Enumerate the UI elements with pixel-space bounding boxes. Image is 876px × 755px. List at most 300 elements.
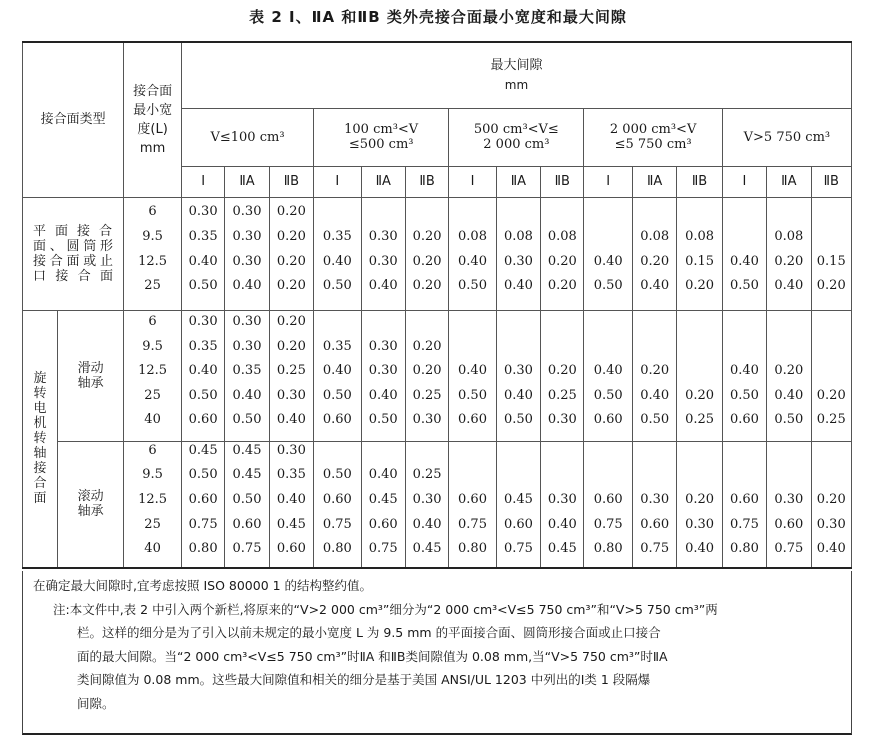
gap-value: 0.30 (368, 363, 398, 379)
gap-value: 0.40 (503, 278, 533, 294)
gap-value (723, 314, 766, 339)
gap-cell (677, 441, 722, 568)
gap-value: 0.60 (322, 412, 352, 428)
gap-cell (722, 441, 766, 568)
gap-value: 0.25 (685, 412, 715, 428)
gap-value (723, 339, 766, 364)
gap-cell (405, 310, 448, 441)
gap-cell (584, 441, 633, 568)
gap-value: 0.60 (458, 412, 487, 428)
gap-value: 0.25 (816, 412, 846, 428)
gap-value: 0.50 (368, 412, 398, 428)
gap-value: 0.60 (503, 516, 533, 532)
gap-cell (541, 310, 584, 441)
gap-value: 0.20 (685, 278, 715, 294)
header-max-gap-unit: mm (504, 78, 529, 93)
gap-value: 0.45 (412, 541, 442, 557)
gap-value: 0.60 (232, 516, 262, 532)
gap-cell (584, 310, 633, 441)
bearing-type-label (58, 441, 124, 568)
gap-cell (632, 197, 676, 310)
gap-cell (632, 310, 676, 441)
gap-value: 0.20 (276, 228, 306, 244)
gap-value: 0.50 (593, 387, 623, 403)
gap-value: 0.50 (322, 387, 352, 403)
gap-value (362, 314, 405, 339)
gap-value: 0.50 (774, 412, 804, 428)
header-volume-range (314, 108, 449, 166)
gap-value (541, 467, 583, 492)
gap-value (497, 204, 540, 229)
gap-cell (677, 197, 722, 310)
gap-value: 0.45 (232, 442, 262, 458)
gap-value: 0.75 (322, 516, 352, 532)
joint-type-line: 口接合面 (33, 268, 115, 284)
header-volume-range (181, 108, 313, 166)
gap-value (677, 363, 721, 388)
gap-value: 0.75 (593, 516, 623, 532)
gap-value: 0.50 (322, 467, 352, 483)
min-width-value: 6 (148, 204, 157, 220)
note-line: 面的最大间隙。当“2 000 cm³<V≤5 750 cm³”时ⅡA 和ⅡB类间隙值为 0.08 mm,当“V>5 750 cm³”时ⅡA (77, 648, 668, 664)
gap-cell (449, 197, 496, 310)
gap-cell (405, 197, 448, 310)
bearing-type-label (58, 310, 124, 441)
gap-value (812, 467, 851, 492)
gap-value (812, 443, 851, 468)
gap-value: 0.50 (640, 412, 670, 428)
gap-value (497, 467, 540, 492)
gap-cell (541, 197, 584, 310)
gap-value: 0.80 (322, 541, 352, 557)
table-row (23, 197, 852, 310)
gap-cell (449, 310, 496, 441)
gap-value (767, 314, 810, 339)
gap-cell (496, 441, 540, 568)
gap-value: 0.20 (276, 204, 306, 220)
gap-value: 0.50 (593, 278, 623, 294)
gap-value: 0.20 (412, 363, 442, 379)
gap-cell (811, 441, 851, 568)
gap-value: 0.40 (276, 412, 306, 428)
min-width-value: 40 (144, 412, 161, 428)
min-width-value: 25 (144, 387, 161, 403)
gap-cell (314, 310, 361, 441)
gap-cell (181, 310, 224, 441)
gap-value: 0.30 (232, 228, 262, 244)
gap-cell (269, 197, 313, 310)
gap-value (723, 443, 766, 468)
gap-cell (361, 441, 405, 568)
gap-value: 0.30 (276, 387, 306, 403)
gap-value: 0.40 (322, 253, 352, 269)
table-title: 表 2 Ⅰ、ⅡA 和ⅡB 类外壳接合面最小宽度和最大间隙 (249, 8, 627, 26)
gap-value: 0.40 (368, 278, 398, 294)
gap-value: 0.80 (188, 541, 218, 557)
bearing-type-line: 滚动 (77, 489, 104, 505)
gap-value: 0.60 (593, 491, 623, 507)
gap-value: 0.30 (503, 253, 533, 269)
gap-value (677, 467, 721, 492)
gap-value (406, 314, 448, 339)
gap-value: 0.40 (593, 253, 623, 269)
gap-value: 0.60 (368, 516, 398, 532)
gap-value: 0.40 (232, 278, 262, 294)
gap-value: 0.50 (503, 412, 533, 428)
gap-value: 0.60 (729, 491, 759, 507)
min-width-value: 6 (148, 314, 157, 330)
min-width-value: 40 (144, 541, 161, 557)
gap-value: 0.45 (276, 516, 306, 532)
gap-cell (225, 310, 269, 441)
gap-value: 0.30 (232, 338, 262, 354)
gap-value: 0.08 (685, 228, 715, 244)
gap-value: 0.50 (188, 467, 218, 483)
gap-value (812, 204, 851, 229)
gap-value (767, 204, 810, 229)
gap-value: 0.50 (232, 412, 262, 428)
gap-value: 0.50 (232, 491, 262, 507)
joint-type-line: 平面接合 (33, 223, 122, 239)
gap-value: 0.08 (458, 228, 487, 244)
header-volume-range (449, 108, 584, 166)
header-joint-type: 接合面类型 (23, 42, 124, 197)
gap-value (541, 443, 583, 468)
gap-value: 0.08 (774, 228, 804, 244)
gap-value: 0.20 (547, 253, 577, 269)
gap-value (677, 204, 721, 229)
gap-value: 0.20 (640, 253, 670, 269)
gap-value (362, 204, 405, 229)
gap-value: 0.20 (276, 338, 306, 354)
gap-value (449, 314, 495, 339)
footer-remark: 在确定最大间隙时,宜考虑按照 ISO 80000 1 的结构整约值。 (33, 578, 373, 593)
header-group: ⅡA (767, 166, 811, 197)
footer-note (23, 598, 851, 716)
clearance-table (22, 41, 852, 569)
table-row (23, 310, 852, 441)
min-width-value: 12.5 (138, 363, 168, 379)
gap-value (449, 443, 495, 468)
gap-value: 0.25 (276, 363, 306, 379)
gap-value: 0.50 (322, 278, 352, 294)
min-width-value: 6 (148, 442, 157, 458)
gap-cell (496, 310, 540, 441)
bearing-type-line: 轴承 (77, 504, 104, 520)
gap-cell (361, 197, 405, 310)
gap-value: 0.45 (232, 467, 262, 483)
gap-value: 0.60 (188, 412, 218, 428)
gap-value: 0.20 (412, 253, 442, 269)
gap-value (633, 314, 676, 339)
gap-value: 0.30 (368, 253, 398, 269)
volume-range-line: V>5 750 cm³ (743, 129, 831, 145)
gap-value (406, 204, 448, 229)
header-group: ⅡA (496, 166, 540, 197)
gap-value: 0.60 (458, 491, 487, 507)
note-line: 注:本文件中,表 2 中引入两个新栏,将原来的“V>2 000 cm³”细分为“2 000 cm³<V≤5 750 cm³”和“V>5 750 cm³”两 (53, 601, 718, 617)
gap-value: 0.40 (729, 253, 759, 269)
gap-value: 0.35 (232, 363, 262, 379)
gap-value: 0.30 (640, 491, 670, 507)
gap-value (633, 204, 676, 229)
gap-value: 0.45 (503, 491, 533, 507)
gap-value: 0.20 (685, 491, 715, 507)
gap-value: 0.20 (816, 278, 846, 294)
gap-cell (767, 441, 811, 568)
gap-value: 0.20 (276, 253, 306, 269)
gap-value (812, 339, 851, 364)
header-width-line: 接合面 (133, 83, 173, 99)
gap-value: 0.30 (232, 314, 262, 330)
gap-value: 0.75 (640, 541, 670, 557)
gap-cell (449, 441, 496, 568)
gap-value: 0.40 (774, 387, 804, 403)
gap-value: 0.25 (547, 387, 577, 403)
gap-cell (314, 441, 361, 568)
gap-value (314, 314, 360, 339)
gap-value (449, 339, 495, 364)
gap-value: 0.35 (188, 228, 218, 244)
gap-value (541, 204, 583, 229)
gap-value: 0.60 (640, 516, 670, 532)
header-group: ⅡA (225, 166, 269, 197)
gap-value: 0.40 (188, 363, 218, 379)
gap-value: 0.30 (503, 363, 533, 379)
header-group: ⅡA (632, 166, 676, 197)
gap-value: 0.40 (816, 541, 846, 557)
joint-type-label (23, 197, 124, 310)
volume-range-line: V≤100 cm³ (210, 129, 285, 145)
gap-value: 0.20 (816, 387, 846, 403)
gap-value: 0.20 (640, 363, 670, 379)
joint-type-line: 面、圆筒形 (33, 238, 115, 254)
gap-value (723, 229, 766, 254)
gap-value (584, 229, 632, 254)
gap-value: 0.75 (774, 541, 804, 557)
header-max-gap (181, 42, 851, 108)
header-group: ⅡA (361, 166, 405, 197)
header-volume-range (584, 108, 722, 166)
gap-cell (541, 441, 584, 568)
gap-value: 0.20 (685, 387, 715, 403)
header-width-line: 最小宽 (133, 102, 173, 118)
header-width-line: mm (139, 140, 166, 156)
min-width-value: 25 (144, 278, 161, 294)
gap-cell (584, 197, 633, 310)
gap-value: 0.20 (412, 228, 442, 244)
header-volume-range (722, 108, 851, 166)
gap-value: 0.30 (412, 412, 442, 428)
gap-value: 0.20 (276, 278, 306, 294)
gap-value (362, 443, 405, 468)
gap-cell (677, 310, 722, 441)
gap-value: 0.25 (412, 467, 442, 483)
gap-cell (181, 441, 224, 568)
note-line: 栏。这样的细分是为了引入以前未规定的最小宽度 L 为 9.5 mm 的平面接合面、圆筒形接合面或止口接合 (77, 625, 661, 640)
gap-value: 0.08 (503, 228, 533, 244)
header-group: ⅡB (677, 166, 722, 197)
gap-value: 0.30 (232, 253, 262, 269)
gap-value: 0.45 (188, 442, 218, 458)
gap-value (406, 443, 448, 468)
gap-value: 0.35 (276, 467, 306, 483)
gap-value (584, 314, 632, 339)
header-max-gap-label: 最大间隙 (490, 58, 543, 74)
gap-value: 0.60 (729, 412, 759, 428)
gap-cell (496, 197, 540, 310)
gap-value: 0.30 (368, 228, 398, 244)
gap-value: 0.80 (593, 541, 623, 557)
gap-value: 0.08 (547, 228, 577, 244)
gap-value (812, 363, 851, 388)
gap-cell (632, 441, 676, 568)
bearing-type-line: 滑动 (77, 360, 104, 376)
gap-value: 0.40 (503, 387, 533, 403)
gap-value: 0.75 (458, 516, 487, 532)
gap-value: 0.20 (412, 338, 442, 354)
gap-cell (767, 197, 811, 310)
min-width-value: 12.5 (138, 253, 168, 269)
gap-value: 0.30 (276, 442, 306, 458)
gap-value: 0.50 (458, 278, 487, 294)
gap-value: 0.40 (458, 253, 487, 269)
joint-type-line: 接合面或止 (33, 253, 115, 269)
gap-value: 0.80 (729, 541, 759, 557)
gap-value: 0.20 (774, 363, 804, 379)
gap-value: 0.15 (816, 253, 846, 269)
table-footer (22, 571, 852, 735)
gap-cell (181, 197, 224, 310)
gap-value: 0.20 (547, 278, 577, 294)
gap-value: 0.75 (729, 516, 759, 532)
gap-value: 0.50 (729, 387, 759, 403)
header-width-line: 度(L) (137, 121, 168, 137)
gap-value: 0.30 (188, 314, 218, 330)
gap-value: 0.50 (188, 387, 218, 403)
gap-value: 0.40 (547, 516, 577, 532)
gap-value: 0.30 (816, 516, 846, 532)
gap-value: 0.20 (276, 314, 306, 330)
gap-value: 0.30 (774, 491, 804, 507)
header-group: Ⅰ (449, 166, 496, 197)
gap-value (633, 339, 676, 364)
header-group: Ⅰ (314, 166, 361, 197)
min-width-value: 12.5 (138, 491, 168, 507)
rotating-shaft-text: 旋转电机转轴接合面 (33, 371, 47, 507)
volume-range-line: ≤5 750 cm³ (614, 137, 692, 152)
gap-value (812, 314, 851, 339)
gap-value: 0.30 (547, 491, 577, 507)
gap-value: 0.50 (188, 278, 218, 294)
table-row (23, 441, 852, 568)
gap-value: 0.40 (412, 516, 442, 532)
gap-value: 0.75 (503, 541, 533, 557)
gap-value: 0.35 (188, 338, 218, 354)
volume-range-line: 2 000 cm³ (483, 137, 550, 152)
gap-value: 0.20 (412, 278, 442, 294)
gap-value: 0.60 (188, 491, 218, 507)
gap-value (541, 339, 583, 364)
gap-value: 0.20 (816, 491, 846, 507)
min-width-value: 9.5 (142, 338, 163, 354)
header-group: Ⅰ (181, 166, 224, 197)
gap-value: 0.40 (729, 363, 759, 379)
gap-value: 0.25 (412, 387, 442, 403)
gap-value (314, 443, 360, 468)
gap-value (633, 443, 676, 468)
gap-value: 0.75 (188, 516, 218, 532)
gap-value (767, 467, 810, 492)
rotating-shaft-label (23, 310, 58, 568)
gap-value (677, 443, 721, 468)
bearing-type-line: 轴承 (77, 375, 104, 391)
gap-value: 0.45 (547, 541, 577, 557)
gap-value: 0.60 (322, 491, 352, 507)
note-line: 类间隙值为 0.08 mm。这些最大间隙值和相关的细分是基于美国 ANSI/UL 1203 中列出的Ⅰ类 1 段隔爆 (77, 672, 651, 687)
min-width-cell (124, 441, 182, 568)
gap-value: 0.40 (322, 363, 352, 379)
volume-range-line: ≤500 cm³ (348, 137, 414, 152)
gap-value (449, 204, 495, 229)
gap-value (541, 314, 583, 339)
gap-value (584, 443, 632, 468)
gap-value: 0.50 (458, 387, 487, 403)
gap-cell (767, 310, 811, 441)
gap-value: 0.40 (685, 541, 715, 557)
gap-value: 0.30 (685, 516, 715, 532)
gap-cell (225, 197, 269, 310)
gap-value: 0.35 (322, 338, 352, 354)
gap-value: 0.40 (276, 491, 306, 507)
gap-value: 0.30 (547, 412, 577, 428)
gap-value (497, 314, 540, 339)
gap-value: 0.60 (593, 412, 623, 428)
gap-value: 0.75 (368, 541, 398, 557)
gap-value (449, 467, 495, 492)
gap-value (497, 339, 540, 364)
gap-value: 0.40 (458, 363, 487, 379)
note-line: 间隙。 (77, 695, 115, 711)
gap-value: 0.40 (368, 387, 398, 403)
min-width-value: 9.5 (142, 228, 163, 244)
gap-value (723, 467, 766, 492)
gap-value: 0.40 (593, 363, 623, 379)
gap-value: 0.40 (774, 278, 804, 294)
gap-cell (269, 441, 313, 568)
gap-value: 0.30 (412, 491, 442, 507)
gap-cell (811, 310, 851, 441)
volume-range-line: 2 000 cm³<V (609, 122, 697, 137)
gap-value (584, 467, 632, 492)
gap-value: 0.08 (640, 228, 670, 244)
volume-range-line: 500 cm³<V≤ (473, 122, 559, 137)
gap-value: 0.60 (276, 541, 306, 557)
volume-range-line: 100 cm³<V (344, 122, 419, 137)
gap-value (767, 339, 810, 364)
gap-value: 0.20 (774, 253, 804, 269)
gap-cell (314, 197, 361, 310)
gap-cell (269, 310, 313, 441)
gap-value (497, 443, 540, 468)
header-group: Ⅰ (722, 166, 766, 197)
gap-cell (225, 441, 269, 568)
min-width-cell (124, 197, 182, 310)
gap-value (723, 204, 766, 229)
gap-cell (361, 310, 405, 441)
gap-value: 0.80 (458, 541, 487, 557)
gap-cell (722, 197, 766, 310)
